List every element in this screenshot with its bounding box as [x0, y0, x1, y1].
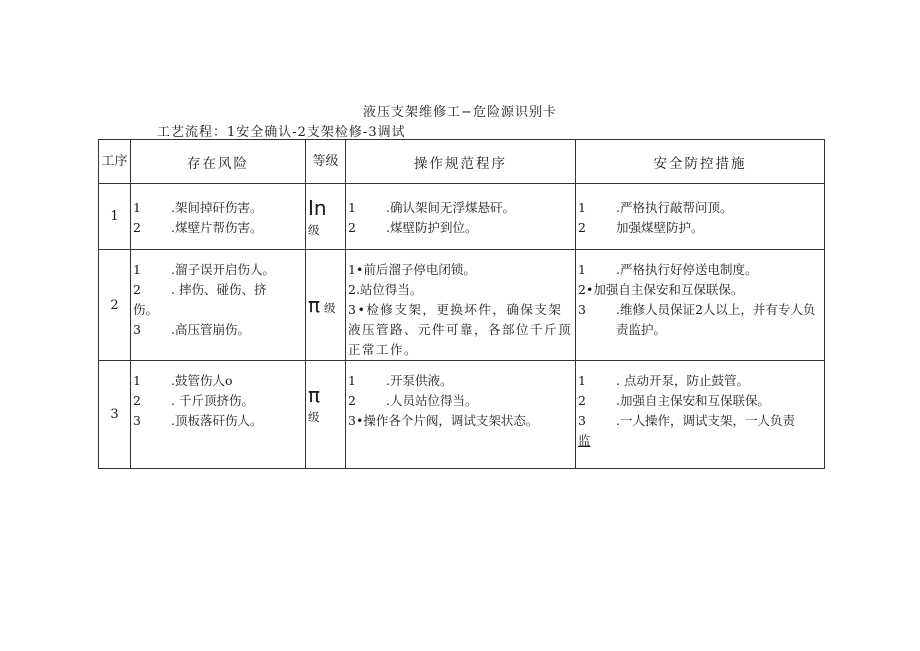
- process-flow: 工艺流程：1安全确认-2支架检修-3调试: [157, 125, 406, 140]
- list-item: 2•加强自主保安和互保联保。: [578, 282, 744, 297]
- procedure-cell: [346, 361, 576, 469]
- list-item: 2 .人员站位得当。: [348, 393, 478, 408]
- header-procedure: 操作规范程序: [346, 140, 576, 184]
- list-item: 1 . 点动开泵，防止鼓管。: [578, 373, 749, 388]
- list-item: 2 . 千斤顶挤伤。: [133, 393, 254, 408]
- list-item: 1 .开泵供液。: [348, 373, 453, 388]
- list-item: 2 .煤壁防护到位。: [348, 220, 478, 235]
- step-number: 2: [99, 250, 131, 361]
- grade-cell: [306, 250, 346, 361]
- procedure-cell: [346, 184, 576, 250]
- hazard-table: [98, 139, 825, 469]
- list-item: 3 .顶板落矸伤人。: [133, 413, 263, 428]
- procedure-cell: [346, 250, 576, 361]
- list-item: 3•操作各个片阀，调试支架状态。: [348, 413, 539, 428]
- risk-cell: [131, 361, 306, 469]
- list-item-continued: 伤。: [133, 302, 159, 317]
- grade-cell: [306, 361, 346, 469]
- list-item: 1 .确认架间无浮煤悬矸。: [348, 200, 515, 215]
- list-item: 3 .维修人员保证2人以上，并有专人负责监护。: [578, 302, 816, 337]
- list-item: 2 .加强自主保安和互保联保。: [578, 393, 770, 408]
- table-row: [99, 250, 825, 361]
- list-item: 1 .严格执行敲帮问顶。: [578, 200, 733, 215]
- list-item-continued: 监: [578, 433, 591, 448]
- card-title: 液压支架维修工−危险源识别卡: [363, 105, 557, 120]
- header-row: [99, 140, 825, 184]
- header-risk: 存在风险: [131, 140, 306, 184]
- list-item: 2 . 摔伤、碰伤、挤: [133, 282, 267, 297]
- list-item: 1 .架间掉矸伤害。: [133, 200, 263, 215]
- grade-mark: π: [308, 383, 321, 407]
- measures-cell: [576, 361, 825, 469]
- step-number: 1: [99, 184, 131, 250]
- list-item: 2 加强煤壁防护。: [578, 220, 704, 235]
- table-row: [99, 361, 825, 469]
- header-grade: 等级: [306, 140, 346, 184]
- header-step: 工序: [99, 140, 131, 184]
- list-item: 3 .高压管崩伤。: [133, 322, 250, 337]
- grade-cell: [306, 184, 346, 250]
- step-number: 3: [99, 361, 131, 469]
- measures-cell: [576, 250, 825, 361]
- measures-cell: [576, 184, 825, 250]
- list-item: 3•检修支架，更换坏件，确保支架液压管路、元件可靠，各部位千斤顶正常工作。: [348, 302, 573, 357]
- list-item: 1 .鼓管伤人o: [133, 373, 233, 388]
- grade-label: 级: [324, 301, 336, 315]
- grade-label: 级: [308, 410, 320, 424]
- grade-mark: π: [308, 293, 321, 317]
- risk-cell: [131, 184, 306, 250]
- risk-cell: [131, 250, 306, 361]
- grade-mark: In: [308, 195, 327, 220]
- list-item: 1 .溜子误开启伤人。: [133, 262, 275, 277]
- table-row: [99, 184, 825, 250]
- grade-label: 级: [308, 222, 320, 237]
- list-item: 3 .一人操作，调试支架，一人负责: [578, 413, 795, 428]
- header-measures: 安全防控措施: [576, 140, 825, 184]
- list-item: 1 .严格执行好停送电制度。: [578, 262, 758, 277]
- list-item: 2 .煤壁片帮伤害。: [133, 220, 263, 235]
- list-item: 2.站位得当。: [348, 282, 423, 297]
- list-item: 1•前后溜子停电闭锁。: [348, 262, 476, 277]
